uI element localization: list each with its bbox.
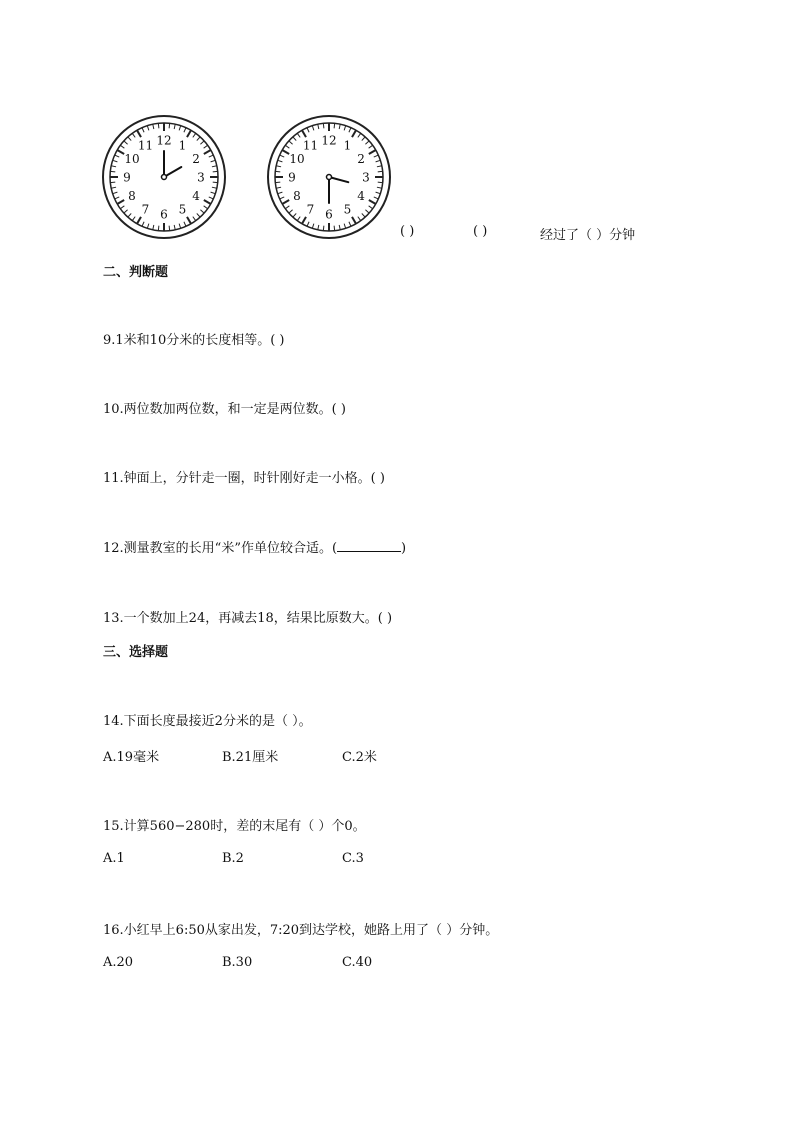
clock-tick — [179, 224, 181, 229]
clock-tick — [110, 182, 115, 183]
clock-tick — [204, 150, 211, 154]
clock-number: 5 — [343, 202, 352, 217]
clock-tick — [374, 197, 379, 199]
clock-number: 7 — [306, 202, 315, 217]
clock-tick — [111, 187, 116, 188]
clock-tick — [297, 133, 300, 137]
option-16-b: B.30 — [222, 955, 253, 970]
clock-number: 6 — [325, 207, 333, 222]
clock-number: 11 — [302, 138, 319, 153]
option-15-b: B.2 — [222, 851, 244, 866]
option-16-a: A.20 — [103, 955, 134, 970]
clock-tick — [169, 226, 170, 231]
clock-tick — [369, 150, 376, 154]
clock-tick — [378, 171, 383, 172]
clock-tick — [213, 182, 218, 183]
clock-tick — [318, 225, 319, 230]
clock-tick — [334, 123, 335, 128]
clock-number: 1 — [178, 138, 187, 153]
clock-tick — [349, 222, 351, 227]
option-14-a: A.19毫米 — [103, 750, 160, 765]
answer-blank-line — [337, 539, 401, 552]
clock-tick — [289, 141, 293, 144]
section-3-title: 三、选择题 — [103, 645, 169, 660]
clock-tick — [362, 137, 365, 141]
clock-tick — [117, 150, 124, 154]
clock-tick — [110, 171, 115, 172]
clock-tick — [278, 192, 283, 194]
clock-tick — [128, 213, 131, 217]
clock-number: 12 — [156, 133, 172, 148]
clock-tick — [211, 192, 216, 194]
question-10: 10.两位数加两位数，和一定是两位数。( ) — [103, 402, 346, 417]
clock-tick — [132, 133, 135, 137]
clock-tick — [358, 133, 361, 137]
clock-tick — [137, 130, 141, 137]
clock-tick — [147, 224, 149, 229]
clock-tick — [376, 192, 381, 194]
clock-tick — [120, 206, 124, 209]
clock-tick — [349, 128, 351, 133]
clock-tick — [204, 206, 208, 209]
question-9: 9.1米和10分米的长度相等。( ) — [103, 333, 285, 348]
clock-blank-1: ( ) — [400, 224, 415, 239]
question-13: 13.一个数加上24，再减去18，结果比原数大。( ) — [103, 611, 393, 626]
clock-number: 1 — [343, 138, 352, 153]
option-15-a: A.1 — [103, 851, 125, 866]
clock-tick — [369, 145, 373, 148]
question-12 — [103, 537, 406, 556]
clock-tick — [282, 200, 289, 204]
clock-tick — [352, 130, 356, 137]
clock-tick — [275, 182, 280, 183]
clock-number: 10 — [289, 152, 305, 166]
clock-tick — [212, 187, 217, 188]
clock-tick — [282, 150, 289, 154]
clock-tick — [209, 155, 214, 157]
clock-tick — [307, 222, 309, 227]
clock-tick — [285, 206, 289, 209]
clock-tick — [113, 160, 118, 162]
clock-tick — [113, 192, 118, 194]
clock-tick — [289, 210, 293, 213]
clock-number: 3 — [362, 170, 370, 185]
clock-tick — [276, 187, 281, 188]
question-15: 15.计算560−280时，差的末尾有（ ）个0。 — [103, 819, 366, 834]
option-14-b: B.21厘米 — [222, 750, 279, 765]
clock-tick — [153, 225, 154, 230]
clock-tick — [334, 226, 335, 231]
clock-tick — [377, 187, 382, 188]
clock-tick — [377, 166, 382, 167]
clock-tick — [209, 197, 214, 199]
clock-tick — [213, 171, 218, 172]
clock-tick — [128, 137, 131, 141]
clock-tick — [344, 126, 346, 131]
clock-tick — [174, 225, 175, 230]
clock-tick — [339, 124, 340, 129]
clock-tick — [117, 200, 124, 204]
clock-tick — [374, 155, 379, 157]
clock-tick — [115, 197, 120, 199]
clock-tick — [358, 217, 361, 221]
clock-tick — [204, 200, 211, 204]
clock-tick — [115, 155, 120, 157]
clock-tick — [362, 213, 365, 217]
clock-tick — [302, 217, 306, 224]
question-12-text: 12.测量教室的长用“米”作单位较合适。( — [103, 541, 338, 556]
question-16: 16.小红早上6:50从家出发，7:20到达学校，她路上用了（ ）分钟。 — [103, 923, 499, 938]
clock-tick — [307, 128, 309, 133]
clock-tick — [378, 182, 383, 183]
clock-number: 6 — [160, 207, 168, 222]
clock-number: 5 — [178, 202, 187, 217]
clock-center — [327, 175, 332, 180]
clock-tick — [369, 200, 376, 204]
clock-tick — [352, 217, 356, 224]
option-14-c: C.2米 — [342, 750, 377, 765]
clock-elapsed-text: 经过了（ ）分钟 — [540, 228, 636, 243]
option-15-c: C.3 — [342, 851, 364, 866]
clock-number: 4 — [357, 189, 365, 203]
clock-1 — [101, 114, 227, 240]
clock-tick — [323, 123, 324, 128]
clock-tick — [142, 128, 144, 133]
clock-number: 7 — [141, 202, 150, 217]
clock-tick — [297, 217, 300, 221]
clock-center — [162, 175, 167, 180]
clock-blank-2: ( ) — [473, 224, 488, 239]
clock-tick — [365, 141, 369, 144]
clock-tick — [197, 213, 200, 217]
question-12-close: ) — [401, 541, 407, 556]
clock-number: 12 — [321, 133, 337, 148]
clock-tick — [280, 155, 285, 157]
clock-tick — [132, 217, 135, 221]
clock-number: 9 — [123, 170, 131, 185]
question-11: 11.钟面上，分针走一圈，时针刚好走一小格。( ) — [103, 471, 385, 486]
clock-tick — [200, 141, 204, 144]
clock-tick — [193, 133, 196, 137]
clock-tick — [285, 145, 289, 148]
clock-tick — [187, 217, 191, 224]
clock-number: 2 — [357, 152, 365, 166]
clock-tick — [111, 166, 116, 167]
clock-tick — [193, 217, 196, 221]
clock-tick — [124, 141, 128, 144]
clock-number: 4 — [192, 189, 200, 203]
clock-number: 9 — [288, 170, 296, 185]
clock-tick — [344, 224, 346, 229]
section-2-title: 二、判断题 — [103, 265, 169, 280]
clock-tick — [200, 210, 204, 213]
clock-tick — [174, 124, 175, 129]
clock-tick — [158, 123, 159, 128]
clock-tick — [339, 225, 340, 230]
clock-tick — [184, 222, 186, 227]
clock-tick — [169, 123, 170, 128]
clock-tick — [184, 128, 186, 133]
clock-tick — [376, 160, 381, 162]
clock-tick — [293, 213, 296, 217]
clock-2 — [266, 114, 392, 240]
clock-tick — [137, 217, 141, 224]
clock-tick — [365, 210, 369, 213]
clock-tick — [369, 206, 373, 209]
clock-tick — [197, 137, 200, 141]
clock-tick — [211, 160, 216, 162]
clock-tick — [293, 137, 296, 141]
question-14: 14.下面长度最接近2分米的是（ ）。 — [103, 714, 312, 729]
clock-tick — [280, 197, 285, 199]
clock-tick — [120, 145, 124, 148]
option-16-c: C.40 — [342, 955, 373, 970]
clock-tick — [179, 126, 181, 131]
clock-tick — [276, 166, 281, 167]
clock-number: 8 — [128, 189, 136, 203]
clock-number: 8 — [293, 189, 301, 203]
clock-tick — [302, 130, 306, 137]
clock-tick — [275, 171, 280, 172]
clock-tick — [158, 226, 159, 231]
clock-tick — [142, 222, 144, 227]
clock-tick — [212, 166, 217, 167]
clock-number: 2 — [192, 152, 200, 166]
clock-tick — [278, 160, 283, 162]
clock-number: 11 — [137, 138, 154, 153]
clock-tick — [312, 224, 314, 229]
clock-number: 3 — [197, 170, 205, 185]
clock-tick — [124, 210, 128, 213]
clock-tick — [153, 124, 154, 129]
clock-tick — [147, 126, 149, 131]
clock-tick — [312, 126, 314, 131]
clock-tick — [318, 124, 319, 129]
clock-tick — [323, 226, 324, 231]
clock-number: 10 — [124, 152, 140, 166]
clock-tick — [204, 145, 208, 148]
clock-tick — [187, 130, 191, 137]
